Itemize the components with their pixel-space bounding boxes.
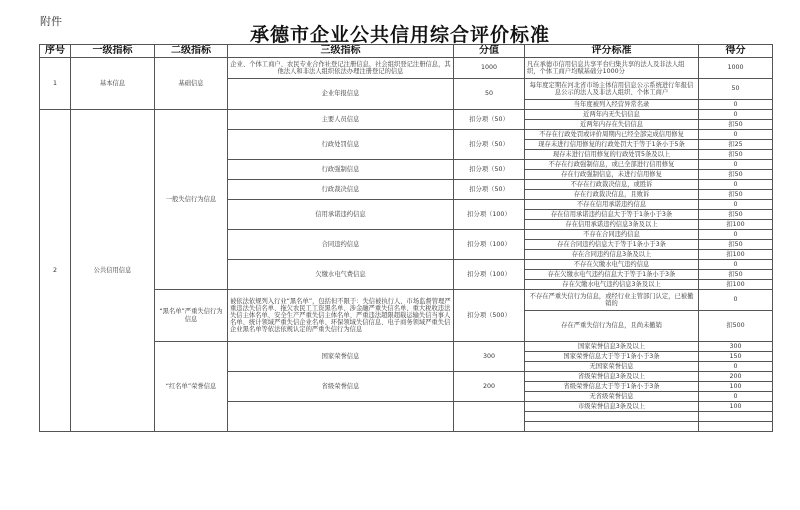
level1-cell: 基本信息 <box>71 58 155 110</box>
level3-cell: 行政处罚信息 <box>228 130 454 160</box>
criterion-cell <box>525 412 699 422</box>
criterion-cell: 无国家荣誉信息 <box>525 362 699 372</box>
points-cell: 0 <box>699 200 773 210</box>
points-cell <box>699 412 773 422</box>
criterion-cell: 不存在行政处罚或评价周期内已经全部完成信用修复 <box>525 130 699 140</box>
header-score: 分值 <box>454 45 525 58</box>
header-level2: 二级指标 <box>155 45 228 58</box>
points-cell: 扣50 <box>699 170 773 180</box>
points-cell: 扣50 <box>699 270 773 280</box>
points-cell: 0 <box>699 100 773 110</box>
criterion-cell: 每年度定期在河北省市场主体信用信息公示系统进行年报信息公示的法人及非法人组织、个体工商户 <box>525 79 699 100</box>
criterion-cell: 不存在严重失信行为信息，或经行业主管部门认定，已被撤销的 <box>525 290 699 311</box>
points-cell: 扣500 <box>699 311 773 342</box>
points-cell: 扣50 <box>699 120 773 130</box>
score-cell: 扣分项（100） <box>454 230 525 260</box>
header-points: 得分 <box>699 45 773 58</box>
score-cell: 扣分项（50） <box>454 110 525 130</box>
criterion-cell: 省级荣誉信息大于等于1条小于3条 <box>525 382 699 392</box>
points-cell: 0 <box>699 290 773 311</box>
points-cell: 扣50 <box>699 150 773 160</box>
header-criteria: 评分标准 <box>525 45 699 58</box>
row-number: 2 <box>40 110 71 432</box>
criterion-cell: 现存未进行信用修复的行政处罚5条及以上 <box>525 150 699 160</box>
header-no: 序号 <box>40 45 71 58</box>
criterion-cell: 存在欠缴水电气违约信息大于等于1条小于3条 <box>525 270 699 280</box>
criterion-cell: 存在信用承诺违约信息大于等于1条小于3条 <box>525 210 699 220</box>
criterion-cell: 不存在欠缴水电气违约信息 <box>525 260 699 270</box>
points-cell: 扣50 <box>699 190 773 200</box>
points-cell: 扣50 <box>699 210 773 220</box>
score-cell: 300 <box>454 342 525 372</box>
points-cell: 50 <box>699 79 773 100</box>
points-cell: 扣100 <box>699 280 773 290</box>
criterion-cell <box>525 422 699 432</box>
level2-cell: 一般失信行为信息 <box>155 110 228 290</box>
score-cell: 扣分项（500） <box>454 290 525 342</box>
header-level1: 一级指标 <box>71 45 155 58</box>
table-header-row <box>40 45 773 58</box>
criterion-cell: 不存在信用承诺违约信息 <box>525 200 699 210</box>
points-cell: 0 <box>699 362 773 372</box>
level3-cell: 合同违约信息 <box>228 230 454 260</box>
points-cell: 100 <box>699 402 773 412</box>
score-cell: 扣分项（50） <box>454 180 525 200</box>
criterion-cell: 近两年内无失信信息 <box>525 110 699 120</box>
level3-cell: 被依法依规列入行业“黑名单”，包括但不限于：失信被执行人、市场监督管理严重违法失信名单、拖欠农民工工资黑名单、涉金融严重失信名单、重大税收违法失信主体名单、安全生产严重失信主体名单、严重违法超限超载运输失信当事人名单、统计领域严重失信企业名单、环保领域失信信息、电子商务领域严重失信企业黑名单等依法依规认定的严重失信行为信息 <box>228 290 454 342</box>
points-cell: 0 <box>699 260 773 270</box>
score-cell: 200 <box>454 372 525 402</box>
level1-cell: 公共信用信息 <box>71 110 155 432</box>
criterion-cell: 无省级荣誉信息 <box>525 392 699 402</box>
level3-cell <box>228 402 454 432</box>
points-cell: 扣100 <box>699 220 773 230</box>
points-cell <box>699 422 773 432</box>
level3-cell: 信用承诺违约信息 <box>228 200 454 230</box>
score-cell: 1000 <box>454 58 525 79</box>
score-cell: 扣分项（100） <box>454 260 525 290</box>
criterion-cell: 国家荣誉信息大于等于1条小于3条 <box>525 352 699 362</box>
criterion-cell: 不存在合同违约信息 <box>525 230 699 240</box>
points-cell: 100 <box>699 382 773 392</box>
criterion-cell: 省级荣誉信息3条及以上 <box>525 372 699 382</box>
criterion-cell: 存在合同违约信息大于等于1条小于3条 <box>525 240 699 250</box>
criterion-cell: 存在行政强制信息，未进行信用修复 <box>525 170 699 180</box>
level3-cell: 企业年报信息 <box>228 79 454 110</box>
points-cell: 300 <box>699 342 773 352</box>
score-cell: 扣分项（50） <box>454 130 525 160</box>
points-cell: 150 <box>699 352 773 362</box>
table-row <box>40 58 773 79</box>
points-cell: 0 <box>699 230 773 240</box>
level3-cell: 企业、个体工商户、农民专业合作社登记注册信息，社会组织登记注册信息，其他法人和非法人组织依法办理注册登记的信息 <box>228 58 454 79</box>
points-cell: 扣25 <box>699 140 773 150</box>
level3-cell: 行政裁决信息 <box>228 180 454 200</box>
score-cell: 扣分项（50） <box>454 160 525 180</box>
level3-cell: 行政强制信息 <box>228 160 454 180</box>
page-title: 承德市企业公共信用综合评价标准 <box>249 24 550 46</box>
criterion-cell: 近两年内存在失信信息 <box>525 120 699 130</box>
points-cell: 0 <box>699 392 773 402</box>
criterion-cell: 存在信用承诺违约信息3条及以上 <box>525 220 699 230</box>
criterion-cell: 存在严重失信行为信息，且尚未撤销 <box>525 311 699 342</box>
points-cell: 扣50 <box>699 240 773 250</box>
criterion-cell: 不存在行政裁决信息，或胜诉 <box>525 180 699 190</box>
score-cell: 50 <box>454 79 525 110</box>
criterion-cell: 现存未进行信用修复的行政处罚大于等于1条小于5条 <box>525 140 699 150</box>
row-number: 1 <box>40 58 71 110</box>
evaluation-table <box>39 44 773 432</box>
score-cell: 扣分项（100） <box>454 200 525 230</box>
level2-cell: “黑名单”严重失信行为信息 <box>155 290 228 342</box>
criterion-cell: 国家荣誉信息3条及以上 <box>525 342 699 352</box>
points-cell: 0 <box>699 180 773 190</box>
header-level3: 三级指标 <box>228 45 454 58</box>
points-cell: 1000 <box>699 58 773 79</box>
score-cell <box>454 402 525 432</box>
attachment-label: 附件 <box>40 15 62 28</box>
points-cell: 0 <box>699 130 773 140</box>
level3-cell: 省级荣誉信息 <box>228 372 454 402</box>
criterion-cell: 市级荣誉信息3条及以上 <box>525 402 699 412</box>
level3-cell: 国家荣誉信息 <box>228 342 454 372</box>
criterion-cell: 存在行政裁决信息，且败诉 <box>525 190 699 200</box>
criterion-cell: 不存在行政强制信息，或已全部进行信用修复 <box>525 160 699 170</box>
points-cell: 扣100 <box>699 250 773 260</box>
level2-cell: “红名单”荣誉信息 <box>155 342 228 432</box>
criterion-cell: 凡在承德市信用信息共享平台归集共享的法人及非法人组织，个体工商户均赋基础分1000分 <box>525 58 699 79</box>
criterion-cell: 当年度被列入经营异常名录 <box>525 100 699 110</box>
table-row <box>40 110 773 120</box>
level2-cell: 基础信息 <box>155 58 228 110</box>
points-cell: 0 <box>699 110 773 120</box>
points-cell: 200 <box>699 372 773 382</box>
level3-cell: 主要人员信息 <box>228 110 454 130</box>
level3-cell: 欠缴水电气费信息 <box>228 260 454 290</box>
points-cell: 0 <box>699 160 773 170</box>
criterion-cell: 存在合同违约信息3条及以上 <box>525 250 699 260</box>
criterion-cell: 存在欠缴水电气违约信息3条及以上 <box>525 280 699 290</box>
